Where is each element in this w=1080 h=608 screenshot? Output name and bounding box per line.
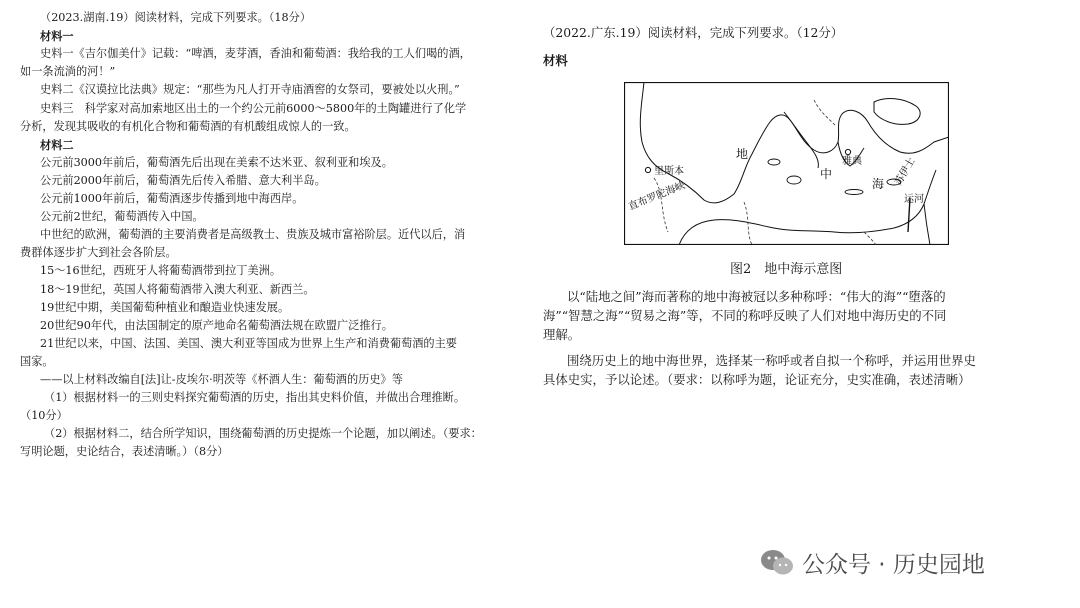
left-line: 15～16世纪，西班牙人将葡萄酒带到拉丁美洲。: [40, 264, 282, 278]
label-athens: 雅典: [842, 156, 862, 167]
watermark: [760, 546, 985, 579]
para1-line: 以“陆地之间”海而著称的地中海被冠以多种称呼：“伟大的海”“堕落的: [567, 289, 946, 304]
lisbon-marker: [645, 167, 650, 172]
left-line: 写明论题，史论结合，表述清晰。）（8分）: [20, 445, 229, 459]
left-line: 18～19世纪，英国人将葡萄酒带入澳大利亚、新西兰。: [40, 282, 315, 296]
left-line: 如一条流淌的河！”: [20, 65, 116, 79]
para2-line: 具体史实，予以论述。（要求：以称呼为题，论证充分，史实准确，表述清晰）: [543, 372, 971, 387]
left-line: 公元前2000年前后，葡萄酒先后传入希腊、意大利半岛。: [40, 173, 326, 187]
label-lisbon: 里斯本: [654, 166, 684, 177]
left-line: 公元前2世纪，葡萄酒传入中国。: [40, 210, 204, 224]
label-di: 地: [736, 147, 749, 161]
left-line: 史料三 科学家对高加索地区出土的一个约公元前6000～5800年的土陶罐进行了化学: [40, 101, 467, 115]
left-line: 费群体逐步扩大到社会各阶层。: [20, 246, 177, 260]
athens-marker: [845, 149, 850, 154]
left-line: 国家。: [20, 354, 54, 368]
left-line: ——以上材料改编自[法]让-皮埃尔·明茨等《杯酒人生：葡萄酒的历史》等: [40, 373, 403, 386]
left-line: （10分）: [20, 409, 68, 423]
label-gibraltar: 直布罗陀海峡: [627, 180, 687, 213]
left-line: 19世纪中期，美国葡萄种植业和酿造业快速发展。: [40, 300, 290, 314]
right-heading: （2022.广东.19）阅读材料，完成下列要求。（12分）: [543, 25, 844, 40]
left-line: 史料二《汉谟拉比法典》规定：“那些为凡人打开寺庙酒窖的女祭司，要被处以火刑。”: [40, 83, 460, 97]
label-suez-1: 苏伊士: [893, 156, 918, 188]
left-line: 21世纪以来，中国、法国、美国、澳大利亚等国成为世界上生产和消费葡萄酒的主要: [40, 336, 457, 350]
material-label: 材料: [543, 53, 568, 68]
left-line: 史料一《吉尔伽美什》记载：“啤酒，麦芽酒，香油和葡萄酒：我给我的工人们喝的酒，: [40, 47, 471, 61]
para1-line: 海”“智慧之海”“贸易之海”等，不同的称呼反映了人们对地中海历史的不同: [543, 308, 947, 323]
left-line: （2）根据材料二，结合所学知识，围绕葡萄酒的历史提炼一个论题，加以阐述。（要求：: [44, 427, 482, 441]
left-line: 公元前1000年前后，葡萄酒逐步传播到地中海西岸。: [40, 192, 304, 205]
left-line: （1）根据材料一的三则史料探究葡萄酒的历史，指出其史料价值，并做出合理推断。: [44, 391, 466, 405]
para2-line: 围绕历史上的地中海世界，选择某一称呼或者自拟一个称呼，并运用世界史: [567, 353, 976, 368]
left-line: 材料一: [40, 29, 74, 44]
left-line: 材料二: [40, 137, 74, 152]
wechat-icon: [760, 548, 794, 578]
left-line: 中世纪的欧洲，葡萄酒的主要消费者是高级教士、贵族及城市富裕阶层。近代以后，消: [40, 228, 466, 242]
left-line: 20世纪90年代，由法国制定的原产地命名葡萄酒法规在欧盟广泛推行。: [40, 318, 393, 332]
mediterranean-map: [624, 82, 949, 245]
watermark-text: 公众号 · 历史园地: [802, 552, 985, 578]
label-hai: 海: [872, 177, 885, 191]
map-caption: 图2 地中海示意图: [730, 262, 843, 277]
label-suez-2: 运河: [904, 194, 924, 205]
left-line: 公元前3000年前后，葡萄酒先后出现在美索不达米亚、叙利亚和埃及。: [40, 155, 393, 169]
para1-line: 理解。: [543, 327, 581, 342]
left-line: 分析，发现其吸收的有机化合物和葡萄酒的有机酸组成惊人的一致。: [20, 119, 356, 133]
label-zhong: 中: [820, 167, 833, 181]
left-line: （2023.湖南.19）阅读材料，完成下列要求。（18分）: [40, 11, 312, 24]
